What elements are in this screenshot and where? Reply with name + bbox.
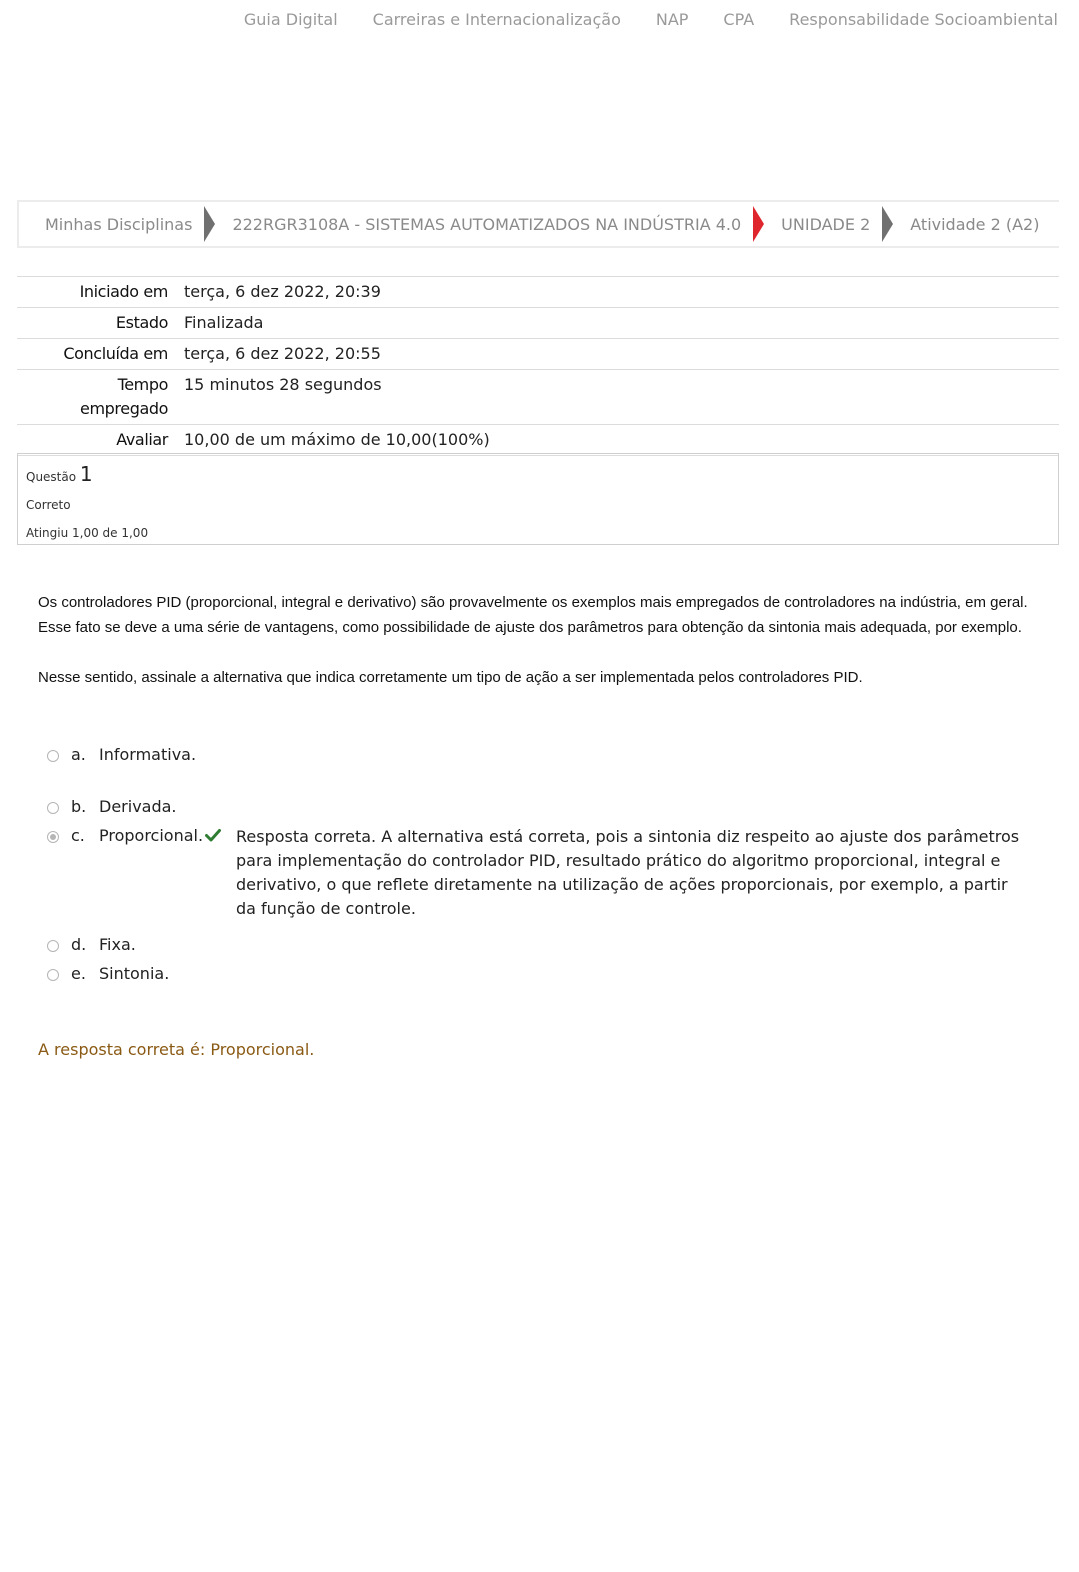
grade-end: %)	[468, 430, 490, 449]
option-letter: b.	[71, 797, 87, 816]
question-paragraph: Os controladores PID (proporcional, integral e derivativo) são provavelmente os exemplos mais empregados de controladores na indústria, em geral. Esse fato se deve a uma série de vantagens, como possibilidade de ajuste dos parâmetros para obtenção da sintonia mais adequada, por exemplo.	[38, 594, 1028, 636]
grade-score: 10,00	[184, 430, 230, 449]
question-prompt: Nesse sentido, assinale a alternativa que indica corretamente um tipo de ação a ser implementada pelos controladores PID.	[38, 669, 863, 686]
time-label-line1: Tempo	[117, 375, 168, 394]
breadcrumb-my-courses[interactable]: Minhas Disciplinas	[45, 214, 193, 234]
question-status: Correto	[26, 498, 71, 512]
summary-row	[17, 308, 1059, 339]
time-label	[17, 370, 184, 425]
right-answer: A resposta correta é: Proporcional.	[38, 1040, 315, 1059]
summary-row	[17, 425, 1059, 456]
time-value: 15 minutos 28 segundos	[184, 375, 382, 394]
answer-option-e[interactable]	[47, 964, 169, 983]
summary-row	[17, 339, 1059, 370]
summary-row	[17, 370, 1059, 425]
state-value: Finalizada	[184, 313, 264, 332]
grade-label: Avaliar	[116, 430, 168, 449]
nav-nap[interactable]: NAP	[655, 10, 689, 29]
option-label: Fixa.	[99, 935, 136, 954]
nav-responsabilidade[interactable]: Responsabilidade Socioambiental	[789, 10, 1058, 29]
breadcrumb-separator-icon	[753, 206, 764, 242]
breadcrumb-separator-icon	[204, 206, 215, 242]
breadcrumb-course[interactable]: 222RGR3108A - SISTEMAS AUTOMATIZADOS NA INDÚSTRIA 4.0	[232, 214, 742, 234]
attempt-summary	[17, 276, 1059, 456]
check-icon	[205, 827, 221, 843]
answer-option-b[interactable]	[47, 797, 177, 816]
option-letter: e.	[71, 964, 86, 983]
breadcrumb	[17, 200, 1059, 248]
option-letter: c.	[71, 826, 85, 845]
question-info	[17, 453, 1059, 545]
grade-text: de um máximo de 10,00(	[234, 430, 438, 449]
question-number	[26, 460, 1050, 491]
question-text	[38, 590, 1038, 690]
nav-carreiras[interactable]: Carreiras e Internacionalização	[372, 10, 621, 29]
option-label: Proporcional.	[99, 826, 204, 845]
radio-d[interactable]	[47, 940, 59, 952]
answer-option-c[interactable]	[47, 826, 221, 845]
nav-cpa[interactable]: CPA	[723, 10, 755, 29]
grade-percent: 100	[437, 430, 469, 449]
nav-guia-digital[interactable]: Guia Digital	[243, 10, 338, 29]
question-label: Questão	[26, 470, 77, 484]
answer-option-d[interactable]	[47, 935, 136, 954]
radio-a[interactable]	[47, 750, 59, 762]
option-label: Sintonia.	[99, 964, 170, 983]
radio-e[interactable]	[47, 969, 59, 981]
question-number-value: 1	[79, 462, 93, 486]
grade-value	[184, 425, 1059, 456]
breadcrumb-unit[interactable]: UNIDADE 2	[781, 214, 871, 234]
breadcrumb-separator-icon	[882, 206, 893, 242]
option-letter: a.	[71, 745, 86, 764]
state-label: Estado	[115, 313, 168, 332]
option-feedback: Resposta correta. A alternativa está correta, pois a sintonia diz respeito ao ajuste dos parâmetros para implementação do controlador PID, resultado prático do algoritmo proporcional, integral e derivativo, o que reflete diretamente na utilização de ações proporcionais, por exemplo, a partir da função de controle.	[236, 827, 1020, 918]
started-value: terça, 6 dez 2022, 20:39	[184, 282, 381, 301]
radio-b[interactable]	[47, 802, 59, 814]
breadcrumb-activity[interactable]: Atividade 2 (A2)	[910, 214, 1040, 234]
completed-value: terça, 6 dez 2022, 20:55	[184, 344, 381, 363]
completed-label: Concluída em	[63, 344, 168, 363]
option-letter: d.	[71, 935, 87, 954]
started-label: Iniciado em	[79, 282, 168, 301]
option-label: Informativa.	[99, 745, 197, 764]
time-label-line2: empregado	[80, 399, 168, 418]
option-label: Derivada.	[99, 797, 177, 816]
top-navigation	[244, 10, 1058, 29]
answer-option-a[interactable]	[47, 745, 196, 764]
radio-c[interactable]	[47, 831, 59, 843]
question-mark: Atingiu 1,00 de 1,00	[26, 526, 149, 540]
summary-row	[17, 277, 1059, 308]
